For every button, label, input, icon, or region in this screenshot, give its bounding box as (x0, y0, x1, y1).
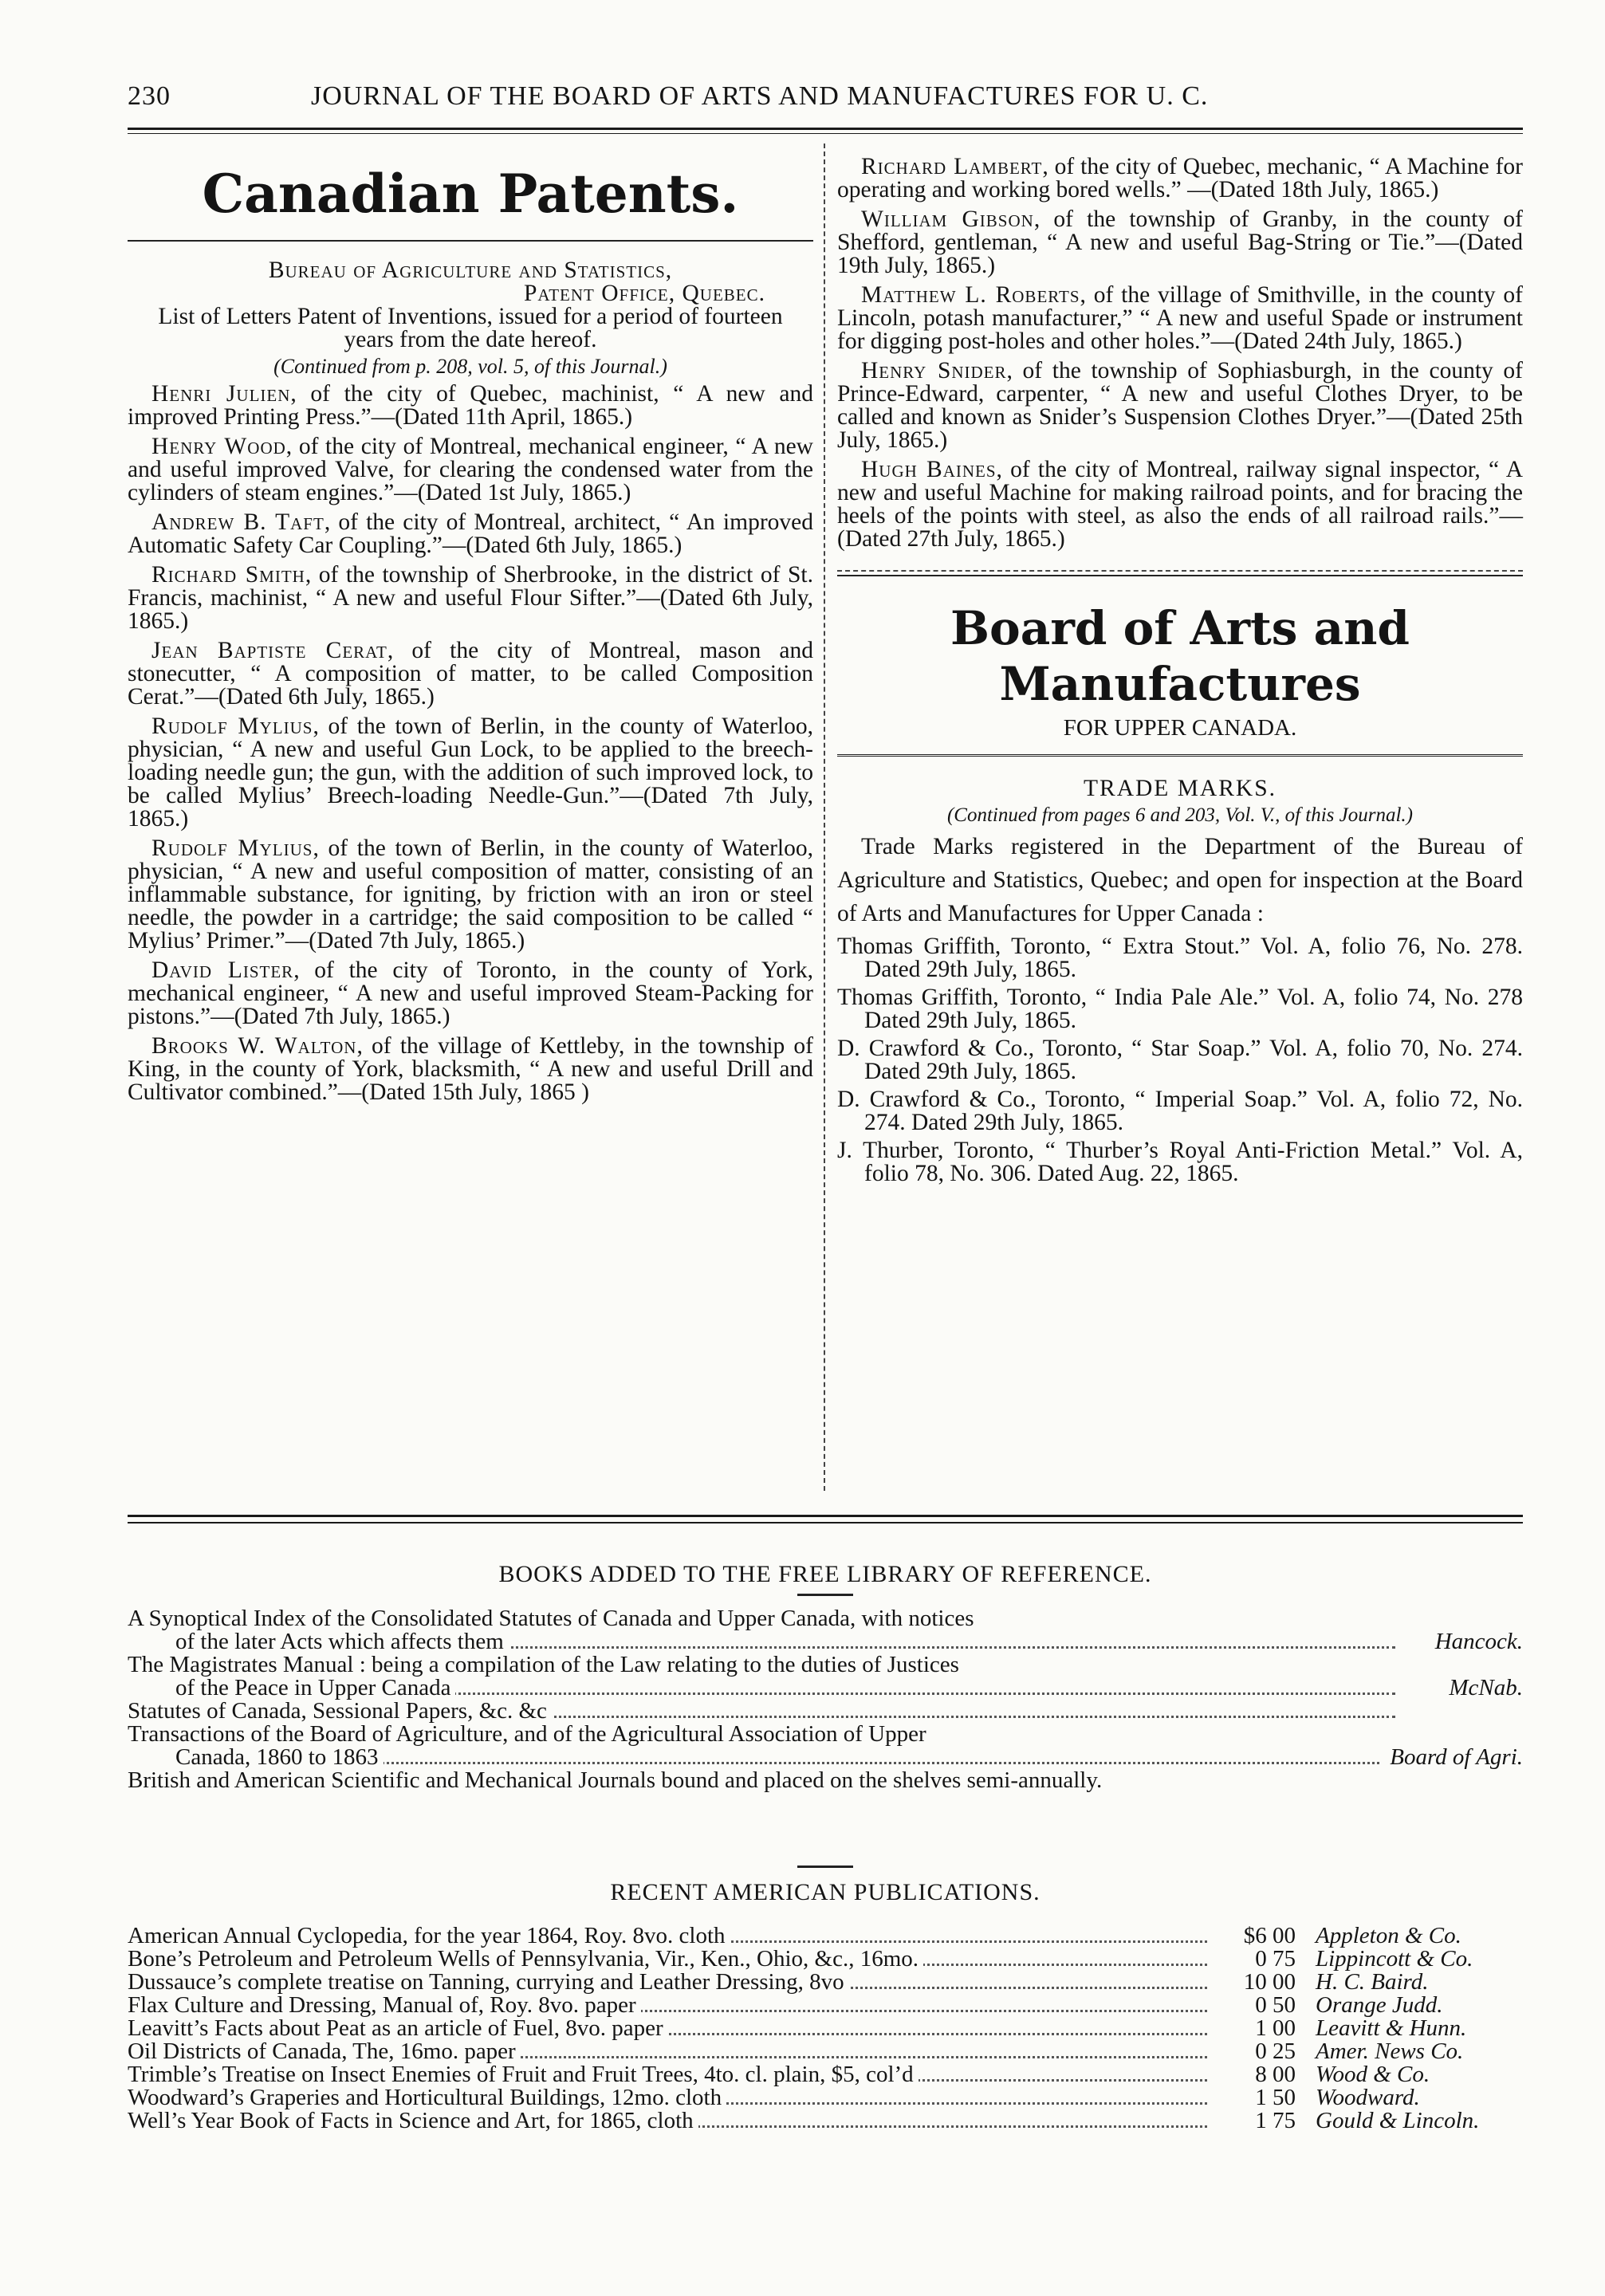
publication-price: 1 75 (1208, 2109, 1296, 2133)
canadian-patents-title: Canadian Patents. (202, 163, 739, 225)
library-title: Transactions of the Board of Agriculture, and of the Agricultural Association of Upper (128, 1723, 931, 1746)
publication-row (128, 1994, 1523, 2017)
publication-publisher: Amer. News Co. (1316, 2040, 1464, 2063)
header-rule (128, 128, 1523, 130)
patentee-name: Matthew L. Roberts (861, 282, 1080, 308)
publication-publisher: Woodward. (1316, 2086, 1420, 2109)
patent-description: , of the city of Montreal, railway signal inspector, “ A new and useful Machine for making railroad points, and for bracing the heels of the points with steel, as also the ends of all railroad rails.”—(Dated 27th July, 1865.) (837, 457, 1524, 552)
trade-marks-continued: (Continued from pages 6 and 203, Vol. V., of this Journal.) (946, 804, 1414, 826)
publication-title: Flax Culture and Dressing, Manual of, Roy. 8vo. paper (128, 1994, 641, 2017)
patent-description: , of the city of Montreal, architect, “ An improved Automatic Safety Car Coupling.”—(Dated 6th July, 1865.) (128, 509, 813, 558)
patent-entry (837, 155, 1523, 202)
left-column (128, 155, 813, 1111)
publication-title: Well’s Year Book of Facts in Science and Art, for 1865, cloth (128, 2109, 698, 2133)
publication-title: Leavitt’s Facts about Peat as an article of Fuel, 8vo. paper (128, 2017, 668, 2040)
library-line (128, 1630, 1523, 1653)
patent-description: , of the township of Sherbrooke, in the district of St. Francis, machinist, “ A new and useful Flour Sifter.”—(Dated 6th July, 1865.) (128, 562, 813, 634)
patent-entry (837, 360, 1523, 452)
page-number: 230 (128, 81, 171, 111)
section-dashed-rule (837, 570, 1523, 572)
board-rule (837, 754, 1523, 757)
patentee-name: William Gibson (861, 206, 1034, 232)
library-title: of the Peace in Upper Canada (175, 1677, 455, 1700)
library-title: of the later Acts which affects them (175, 1630, 509, 1653)
patent-entry (128, 837, 813, 953)
patent-description: , of the village of Kettleby, in the township of King, in the county of York, blacksmith, “ A new and useful Drill and Cultivator combined.”—(Dated 15th July, 1865 ) (128, 1033, 813, 1105)
library-title: The Magistrates Manual : being a compilation of the Law relating to the duties of Justices (128, 1653, 964, 1677)
library-list (128, 1607, 1523, 1792)
publication-title: Dussauce’s complete treatise on Tanning, currying and Leather Dressing, 8vo (128, 1971, 849, 1994)
patent-entry (128, 639, 813, 709)
trade-mark-entry: J. Thurber, Toronto, “ Thurber’s Royal Anti-Friction Metal.” Vol. A, folio 78, No. 306. Dated Aug. 22, 1865. (837, 1138, 1523, 1186)
library-line (128, 1723, 1523, 1746)
publication-row (128, 1971, 1523, 1994)
patent-description: , of the town of Berlin, in the county of Waterloo, physician, “ A new and useful Gun Lock, to be applied to the breech-loading needle gun; the gun, with the addition of such improved lock, to be called Mylius’ Breech-loading Needle-Gun.”—(Dated 7th July, 1865.) (128, 714, 814, 832)
patent-list-left (128, 383, 813, 1104)
section-rule (837, 575, 1523, 576)
bureau-line: Bureau of Agriculture and Statistics, (268, 258, 673, 283)
patentee-name: Rudolf Mylius (151, 714, 313, 739)
journal-title: JOURNAL OF THE BOARD OF ARTS AND MANUFACTURES FOR U. C. (311, 81, 1209, 111)
header-rule-thin (128, 133, 1523, 134)
page-header (128, 81, 1515, 113)
patent-entry (128, 383, 813, 429)
patent-description: , of the township of Granby, in the county of Shefford, gentleman, “ A new and useful Bag-String or Tie.”—(Dated 19th July, 1865.) (837, 206, 1523, 278)
right-column (837, 155, 1523, 1190)
publication-row (128, 2086, 1523, 2109)
publication-title: Trimble’s Treatise on Insect Enemies of Fruit and Fruit Trees, 4to. cl. plain, $5, col’d (128, 2063, 919, 2086)
library-title: Statutes of Canada, Sessional Papers, &c. &c (128, 1700, 552, 1723)
publication-row (128, 2063, 1523, 2086)
bottom-rule-2 (128, 1522, 1523, 1523)
patentee-name: Andrew B. Taft (151, 509, 325, 535)
bottom-rule-1 (128, 1515, 1523, 1517)
library-line (128, 1607, 1523, 1630)
patent-description: , of the town of Berlin, in the county of Waterloo, physician, “ A new and useful composition of matter, consisting of an inflammable substance, for igniting, by friction with an iron or steel needle, the powder in a cartridge; the said composition to be called “ Mylius’ Primer.”—(Dated 7th July, 1865.) (128, 835, 814, 953)
patentee-name: Jean Baptiste Cerat (151, 638, 387, 663)
publication-title: Oil Districts of Canada, The, 16mo. paper (128, 2040, 521, 2063)
trade-mark-entry: Thomas Griffith, Toronto, “ Extra Stout.” Vol. A, folio 76, No. 278. Dated 29th July, 1865. (837, 934, 1523, 982)
patent-entry (128, 435, 813, 505)
publication-publisher: Leavitt & Hunn. (1316, 2017, 1467, 2040)
trade-marks-list (837, 935, 1523, 1185)
trade-mark-entry: D. Crawford & Co., Toronto, “ Imperial Soap.” Vol. A, folio 72, No. 274. Dated 29th July, 1865. (837, 1087, 1523, 1135)
patent-list-right (837, 155, 1523, 551)
trade-marks-intro: Trade Marks registered in the Department of the Bureau of Agriculture and Statistics, Quebec; and open for inspection at the Board of Arts and Manufactures for Upper Canada : (837, 834, 1523, 926)
list-intro: List of Letters Patent of Inventions, issued for a period of fourteen years from the date hereof. (158, 304, 783, 352)
publication-row (128, 1948, 1523, 1971)
trade-mark-entry: Thomas Griffith, Toronto, “ India Pale Ale.” Vol. A, folio 74, No. 278 Dated 29th July, 1865. (837, 985, 1523, 1033)
publication-price: $6 00 (1208, 1924, 1296, 1948)
publication-publisher: Wood & Co. (1316, 2063, 1430, 2086)
library-line (128, 1746, 1523, 1769)
patent-description: , of the city of Montreal, mechanical engineer, “ A new and useful improved Valve, for clearing the condensed water from the cylinders of steam engines.”—(Dated 1st July, 1865.) (128, 434, 813, 505)
patent-description: , of the village of Smithville, in the county of Lincoln, potash manufacturer,” “ A new and useful Spade or instrument for digging post-holes and other holes.”—(Dated 24th July, 1865.) (837, 282, 1523, 354)
patentee-name: Richard Lambert (861, 154, 1043, 179)
patent-description: , of the township of Sophiasburgh, in the county of Prince-Edward, carpenter, “ A new and useful Clothes Dryer, to be called and known as Snider’s Suspension Clothes Dryer.”—(Dated 25th July, 1865.) (837, 358, 1523, 453)
publications-top-rule (797, 1866, 853, 1868)
publication-price: 1 00 (1208, 2017, 1296, 2040)
patent-entry (128, 1035, 813, 1104)
library-title: A Synoptical Index of the Consolidated Statutes of Canada and Upper Canada, with notices (128, 1607, 979, 1630)
library-title: Canada, 1860 to 1863 (175, 1746, 384, 1769)
patent-office-line: Patent Office, Quebec. (523, 281, 765, 306)
board-title: Board of Arts and Manufactures (950, 601, 1410, 711)
patent-entry (128, 715, 813, 831)
publication-title: Bone’s Petroleum and Petroleum Wells of Pennsylvania, Vir., Ken., Ohio, &c., 16mo. (128, 1948, 923, 1971)
publication-publisher: H. C. Baird. (1316, 1971, 1429, 1994)
title-rule (128, 240, 813, 242)
patentee-name: Henry Snider (861, 358, 1007, 383)
publication-publisher: Lippincott & Co. (1316, 1948, 1473, 1971)
patentee-name: David Lister (151, 957, 294, 983)
publication-row (128, 2109, 1523, 2133)
publication-price: 10 00 (1208, 1971, 1296, 1994)
library-title: British and American Scientific and Mechanical Journals bound and placed on the shelves semi-annually. (128, 1769, 1107, 1792)
library-line (128, 1769, 1523, 1792)
trade-marks-heading: TRADE MARKS. (1084, 776, 1277, 801)
publication-row (128, 2017, 1523, 2040)
patent-description: , of the city of Montreal, mason and stonecutter, “ A composition of matter, to be called Composition Cerat.”—(Dated 6th July, 1865.) (128, 638, 813, 710)
publication-price: 0 75 (1208, 1948, 1296, 1971)
patent-entry (837, 284, 1523, 353)
publication-title: Woodward’s Graperies and Horticultural Buildings, 12mo. cloth (128, 2086, 726, 2109)
column-divider (824, 144, 825, 1491)
publication-price: 0 50 (1208, 1994, 1296, 2017)
continued-note: (Continued from p. 208, vol. 5, of this Journal.) (273, 355, 667, 378)
patent-description: , of the city of Quebec, machinist, “ A new and improved Printing Press.”—(Dated 11th April, 1865.) (128, 381, 814, 430)
patent-entry (128, 564, 813, 633)
patent-entry (837, 208, 1523, 277)
publication-publisher: Appleton & Co. (1316, 1924, 1461, 1948)
library-author: Hancock. (1427, 1630, 1523, 1653)
library-line (128, 1700, 1523, 1723)
publications-section (128, 1866, 1523, 2133)
patentee-name: Rudolf Mylius (151, 835, 313, 861)
publication-title: American Annual Cyclopedia, for the year 1864, Roy. 8vo. cloth (128, 1924, 730, 1948)
publications-heading: RECENT AMERICAN PUBLICATIONS. (610, 1879, 1040, 1905)
patent-entry (837, 458, 1523, 551)
library-author: Board of Agri. (1382, 1746, 1523, 1769)
trade-mark-entry: D. Crawford & Co., Toronto, “ Star Soap.” Vol. A, folio 70, No. 274. Dated 29th July, 1865. (837, 1036, 1523, 1084)
library-section (128, 1563, 1523, 1792)
library-author: McNab. (1441, 1677, 1523, 1700)
publication-publisher: Orange Judd. (1316, 1994, 1443, 2017)
patentee-name: Brooks W. Walton (151, 1033, 357, 1059)
patentee-name: Hugh Baines (861, 457, 997, 482)
publication-price: 1 50 (1208, 2086, 1296, 2109)
patent-description: , of the city of Quebec, mechanic, “ A Machine for operating and working bored wells.” —(Dated 18th July, 1865.) (837, 154, 1523, 202)
patent-entry (128, 959, 813, 1028)
board-subtitle: FOR UPPER CANADA. (1063, 715, 1297, 741)
publication-row (128, 1924, 1523, 1948)
publication-row (128, 2040, 1523, 2063)
patentee-name: Henry Wood (151, 434, 286, 459)
library-line (128, 1677, 1523, 1700)
library-heading-rule (797, 1594, 853, 1596)
library-line (128, 1653, 1523, 1677)
patentee-name: Henri Julien (151, 381, 291, 407)
publication-publisher: Gould & Lincoln. (1316, 2109, 1480, 2133)
publication-price: 0 25 (1208, 2040, 1296, 2063)
publication-price: 8 00 (1208, 2063, 1296, 2086)
patent-description: , of the city of Toronto, in the county of York, mechanical engineer, “ A new and useful improved Steam-Packing for pistons.”—(Dated 7th July, 1865.) (128, 957, 813, 1029)
patent-entry (128, 511, 813, 557)
publications-list (128, 1924, 1523, 2133)
patentee-name: Richard Smith (151, 562, 305, 588)
library-heading: BOOKS ADDED TO THE FREE LIBRARY OF REFERENCE. (498, 1561, 1152, 1587)
